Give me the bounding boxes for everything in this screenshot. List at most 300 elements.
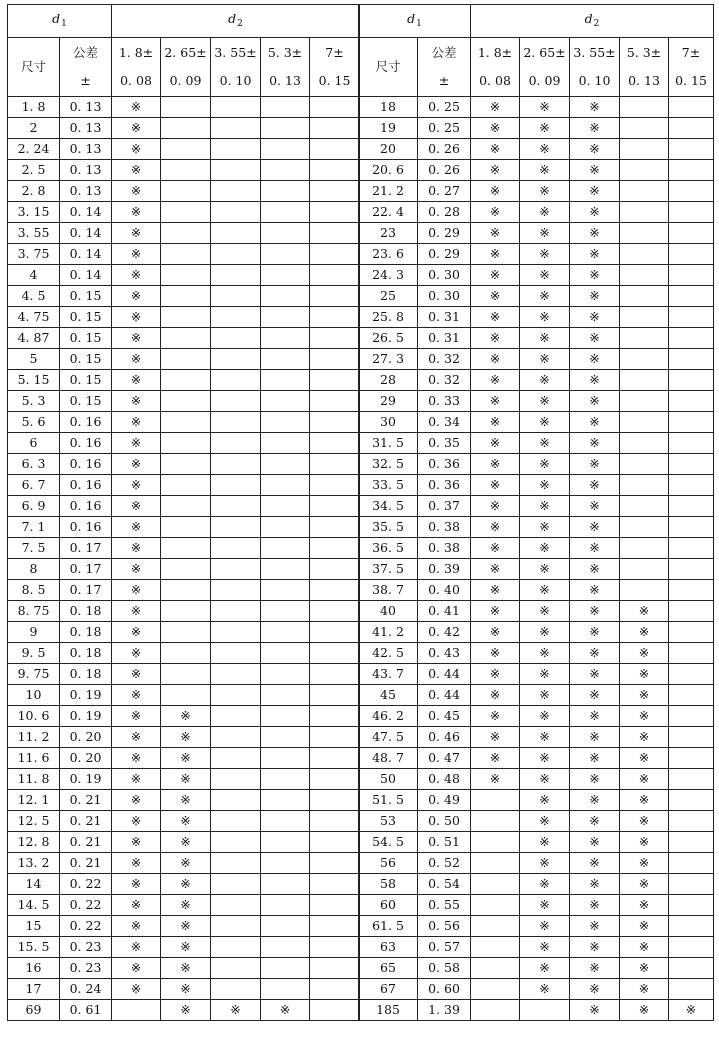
tolerance-cell: 0. 16: [60, 412, 112, 433]
size-header: 尺寸: [359, 38, 418, 97]
size-cell: 12. 1: [8, 790, 60, 811]
empty-cell: [669, 370, 714, 391]
table-left-half: [7, 4, 360, 1021]
table-row: [8, 706, 360, 727]
availability-mark: ※: [520, 139, 570, 160]
empty-cell: [669, 160, 714, 181]
empty-cell: [620, 97, 669, 118]
tolerance-cell: 0. 21: [60, 832, 112, 853]
table-row: [8, 685, 360, 706]
empty-cell: [669, 706, 714, 727]
empty-cell: [310, 538, 360, 559]
empty-cell: [211, 307, 261, 328]
empty-cell: [310, 664, 360, 685]
tolerance-cell: 0. 15: [60, 328, 112, 349]
size-cell: 3. 75: [8, 244, 60, 265]
availability-mark: ※: [161, 1000, 211, 1021]
empty-cell: [669, 97, 714, 118]
empty-cell: [471, 874, 520, 895]
table-row: [8, 769, 360, 790]
availability-mark: ※: [161, 979, 211, 1000]
table-row: [8, 496, 360, 517]
availability-mark: ※: [112, 895, 161, 916]
d2-col-header: 3. 55± 0. 10: [211, 38, 261, 97]
empty-cell: [310, 685, 360, 706]
table-row: [359, 811, 714, 832]
empty-cell: [211, 328, 261, 349]
size-cell: 6. 7: [8, 475, 60, 496]
size-cell: 3. 15: [8, 202, 60, 223]
size-cell: 9: [8, 622, 60, 643]
empty-cell: [161, 412, 211, 433]
empty-cell: [669, 349, 714, 370]
tolerance-cell: 0. 38: [418, 517, 471, 538]
availability-mark: ※: [620, 727, 669, 748]
availability-mark: ※: [520, 727, 570, 748]
availability-mark: ※: [620, 1000, 669, 1021]
size-cell: 11. 6: [8, 748, 60, 769]
size-cell: 2. 5: [8, 160, 60, 181]
empty-cell: [620, 160, 669, 181]
empty-cell: [261, 475, 310, 496]
availability-mark: ※: [112, 223, 161, 244]
availability-mark: ※: [520, 979, 570, 1000]
availability-mark: ※: [112, 916, 161, 937]
availability-mark: ※: [112, 517, 161, 538]
empty-cell: [261, 496, 310, 517]
tolerance-cell: 0. 42: [418, 622, 471, 643]
availability-mark: ※: [161, 853, 211, 874]
empty-cell: [310, 349, 360, 370]
size-cell: 4. 87: [8, 328, 60, 349]
tolerance-cell: 0. 17: [60, 538, 112, 559]
availability-mark: ※: [112, 727, 161, 748]
tolerance-cell: 0. 23: [60, 958, 112, 979]
d1-header: $d_1$: [359, 5, 471, 38]
empty-cell: [211, 97, 261, 118]
empty-cell: [620, 475, 669, 496]
empty-cell: [310, 244, 360, 265]
size-cell: 2: [8, 118, 60, 139]
empty-cell: [310, 979, 360, 1000]
empty-cell: [161, 454, 211, 475]
empty-cell: [261, 97, 310, 118]
table-row: [8, 874, 360, 895]
empty-cell: [620, 391, 669, 412]
empty-cell: [261, 937, 310, 958]
availability-mark: ※: [520, 643, 570, 664]
size-cell: 5. 15: [8, 370, 60, 391]
d2-col-header: 7± 0. 15: [669, 38, 714, 97]
availability-mark: ※: [520, 916, 570, 937]
empty-cell: [471, 895, 520, 916]
empty-cell: [211, 538, 261, 559]
tolerance-cell: 0. 58: [418, 958, 471, 979]
size-cell: 2. 8: [8, 181, 60, 202]
size-cell: 20. 6: [359, 160, 418, 181]
table-row: [359, 685, 714, 706]
availability-mark: ※: [620, 622, 669, 643]
empty-cell: [620, 370, 669, 391]
availability-mark: ※: [620, 685, 669, 706]
tolerance-cell: 0. 19: [60, 685, 112, 706]
empty-cell: [261, 139, 310, 160]
size-cell: 47. 5: [359, 727, 418, 748]
empty-cell: [211, 181, 261, 202]
empty-cell: [261, 895, 310, 916]
availability-mark: ※: [471, 454, 520, 475]
empty-cell: [161, 517, 211, 538]
tolerance-cell: 0. 33: [418, 391, 471, 412]
availability-mark: ※: [620, 790, 669, 811]
availability-mark: ※: [620, 832, 669, 853]
tolerance-cell: 0. 49: [418, 790, 471, 811]
empty-cell: [211, 790, 261, 811]
availability-mark: ※: [570, 643, 620, 664]
empty-cell: [669, 139, 714, 160]
availability-mark: ※: [471, 685, 520, 706]
tolerance-cell: 0. 51: [418, 832, 471, 853]
availability-mark: ※: [520, 118, 570, 139]
table-row: [359, 916, 714, 937]
table-row: [8, 181, 360, 202]
table-row: [359, 223, 714, 244]
tolerance-cell: 0. 36: [418, 454, 471, 475]
availability-mark: ※: [520, 685, 570, 706]
tolerance-cell: 0. 37: [418, 496, 471, 517]
empty-cell: [310, 370, 360, 391]
size-cell: 13. 2: [8, 853, 60, 874]
table-row: [8, 307, 360, 328]
tolerance-cell: 0. 29: [418, 244, 471, 265]
table-row: [359, 412, 714, 433]
empty-cell: [211, 475, 261, 496]
table-row: [359, 139, 714, 160]
availability-mark: ※: [471, 349, 520, 370]
empty-cell: [261, 958, 310, 979]
empty-cell: [161, 643, 211, 664]
availability-mark: ※: [570, 706, 620, 727]
empty-cell: [669, 937, 714, 958]
size-cell: 36. 5: [359, 538, 418, 559]
tolerance-cell: 0. 35: [418, 433, 471, 454]
tolerance-cell: 0. 16: [60, 454, 112, 475]
table-row: [359, 307, 714, 328]
empty-cell: [261, 433, 310, 454]
tolerance-cell: 0. 50: [418, 811, 471, 832]
availability-mark: ※: [471, 643, 520, 664]
availability-mark: ※: [570, 160, 620, 181]
table-row: [359, 874, 714, 895]
tolerance-cell: 0. 26: [418, 139, 471, 160]
empty-cell: [620, 580, 669, 601]
empty-cell: [161, 139, 211, 160]
size-cell: 17: [8, 979, 60, 1000]
empty-cell: [310, 118, 360, 139]
availability-mark: ※: [570, 1000, 620, 1021]
availability-mark: ※: [570, 181, 620, 202]
availability-mark: ※: [112, 412, 161, 433]
tolerance-cell: 0. 17: [60, 580, 112, 601]
tolerance-cell: 0. 13: [60, 139, 112, 160]
size-cell: 4: [8, 265, 60, 286]
empty-cell: [161, 265, 211, 286]
availability-mark: ※: [520, 433, 570, 454]
empty-cell: [669, 832, 714, 853]
size-cell: 5: [8, 349, 60, 370]
empty-cell: [161, 496, 211, 517]
availability-mark: ※: [520, 580, 570, 601]
availability-mark: ※: [570, 832, 620, 853]
size-cell: 30: [359, 412, 418, 433]
availability-mark: ※: [520, 559, 570, 580]
size-cell: 7. 1: [8, 517, 60, 538]
tolerance-cell: 0. 16: [60, 433, 112, 454]
d2-col-header: 1. 8± 0. 08: [112, 38, 161, 97]
empty-cell: [669, 811, 714, 832]
empty-cell: [310, 223, 360, 244]
size-cell: 12. 5: [8, 811, 60, 832]
availability-mark: ※: [570, 727, 620, 748]
size-cell: 45: [359, 685, 418, 706]
size-cell: 12. 8: [8, 832, 60, 853]
empty-cell: [211, 811, 261, 832]
size-cell: 2. 24: [8, 139, 60, 160]
empty-cell: [211, 286, 261, 307]
empty-cell: [161, 538, 211, 559]
empty-cell: [310, 496, 360, 517]
table-row: [359, 748, 714, 769]
empty-cell: [310, 1000, 360, 1021]
empty-cell: [261, 559, 310, 580]
availability-mark: ※: [112, 202, 161, 223]
empty-cell: [669, 307, 714, 328]
availability-mark: ※: [570, 685, 620, 706]
availability-mark: ※: [570, 328, 620, 349]
availability-mark: ※: [520, 265, 570, 286]
empty-cell: [211, 454, 261, 475]
empty-cell: [669, 979, 714, 1000]
empty-cell: [310, 307, 360, 328]
table-row: [359, 181, 714, 202]
size-cell: 32. 5: [359, 454, 418, 475]
empty-cell: [161, 202, 211, 223]
empty-cell: [161, 685, 211, 706]
d2-col-header: 5. 3± 0. 13: [261, 38, 310, 97]
tolerance-cell: 0. 19: [60, 706, 112, 727]
table-row: [8, 265, 360, 286]
availability-mark: ※: [112, 685, 161, 706]
availability-mark: ※: [211, 1000, 261, 1021]
empty-cell: [669, 517, 714, 538]
empty-cell: [211, 958, 261, 979]
tolerance-cell: 0. 19: [60, 769, 112, 790]
table-body-left: [8, 97, 360, 1021]
availability-mark: ※: [570, 874, 620, 895]
availability-mark: ※: [520, 832, 570, 853]
table-row: [359, 1000, 714, 1021]
availability-mark: ※: [112, 622, 161, 643]
availability-mark: ※: [520, 601, 570, 622]
availability-mark: ※: [520, 160, 570, 181]
availability-mark: ※: [112, 97, 161, 118]
availability-mark: ※: [570, 412, 620, 433]
size-cell: 51. 5: [359, 790, 418, 811]
tolerance-cell: 0. 16: [60, 475, 112, 496]
empty-cell: [620, 286, 669, 307]
availability-mark: ※: [620, 601, 669, 622]
tolerance-cell: 0. 57: [418, 937, 471, 958]
availability-mark: ※: [520, 286, 570, 307]
availability-mark: ※: [161, 811, 211, 832]
availability-mark: ※: [520, 370, 570, 391]
availability-mark: ※: [520, 307, 570, 328]
availability-mark: ※: [520, 958, 570, 979]
empty-cell: [261, 580, 310, 601]
availability-mark: ※: [570, 370, 620, 391]
availability-mark: ※: [620, 811, 669, 832]
empty-cell: [669, 286, 714, 307]
table-row: [8, 538, 360, 559]
size-cell: 58: [359, 874, 418, 895]
empty-cell: [669, 895, 714, 916]
availability-mark: ※: [112, 664, 161, 685]
size-cell: 10. 6: [8, 706, 60, 727]
empty-cell: [310, 748, 360, 769]
availability-mark: ※: [112, 580, 161, 601]
empty-cell: [211, 748, 261, 769]
table-row: [8, 664, 360, 685]
table-row: [8, 160, 360, 181]
empty-cell: [161, 181, 211, 202]
table-row: [8, 601, 360, 622]
availability-mark: ※: [471, 559, 520, 580]
tolerance-cell: 0. 20: [60, 727, 112, 748]
availability-mark: ※: [520, 97, 570, 118]
availability-mark: ※: [471, 769, 520, 790]
availability-mark: ※: [112, 349, 161, 370]
availability-mark: ※: [161, 958, 211, 979]
empty-cell: [620, 223, 669, 244]
empty-cell: [261, 370, 310, 391]
availability-mark: ※: [112, 874, 161, 895]
availability-mark: ※: [471, 181, 520, 202]
availability-mark: ※: [570, 853, 620, 874]
empty-cell: [669, 874, 714, 895]
availability-mark: ※: [620, 769, 669, 790]
tolerance-cell: 0. 26: [418, 160, 471, 181]
tolerance-cell: 0. 24: [60, 979, 112, 1000]
empty-cell: [211, 265, 261, 286]
availability-mark: ※: [570, 433, 620, 454]
availability-mark: ※: [112, 433, 161, 454]
tolerance-cell: 0. 21: [60, 790, 112, 811]
tolerance-cell: 0. 39: [418, 559, 471, 580]
tolerance-cell: 0. 21: [60, 853, 112, 874]
availability-mark: ※: [520, 496, 570, 517]
availability-mark: ※: [161, 874, 211, 895]
empty-cell: [211, 643, 261, 664]
size-cell: 3. 55: [8, 223, 60, 244]
table-row: [8, 832, 360, 853]
tolerance-cell: 0. 14: [60, 202, 112, 223]
table-row: [359, 538, 714, 559]
table-row: [8, 328, 360, 349]
tolerance-cell: 0. 40: [418, 580, 471, 601]
availability-mark: ※: [620, 895, 669, 916]
table-row: [359, 832, 714, 853]
size-cell: 23. 6: [359, 244, 418, 265]
empty-cell: [620, 265, 669, 286]
d2-header: $d_2$: [471, 5, 714, 38]
tolerance-cell: 0. 22: [60, 874, 112, 895]
availability-mark: ※: [520, 538, 570, 559]
availability-mark: ※: [570, 937, 620, 958]
empty-cell: [211, 496, 261, 517]
d1-header: $d_1$: [8, 5, 112, 38]
empty-cell: [669, 958, 714, 979]
d2-col-header: 5. 3± 0. 13: [620, 38, 669, 97]
availability-mark: ※: [471, 328, 520, 349]
tolerance-cell: 1. 39: [418, 1000, 471, 1021]
availability-mark: ※: [520, 475, 570, 496]
availability-mark: ※: [471, 538, 520, 559]
table-row: [359, 643, 714, 664]
table-row: [8, 937, 360, 958]
availability-mark: ※: [112, 139, 161, 160]
availability-mark: ※: [570, 139, 620, 160]
availability-mark: ※: [112, 286, 161, 307]
tolerance-cell: 0. 46: [418, 727, 471, 748]
empty-cell: [310, 958, 360, 979]
empty-cell: [310, 601, 360, 622]
availability-mark: ※: [112, 454, 161, 475]
table-row: [8, 223, 360, 244]
tolerance-cell: 0. 23: [60, 937, 112, 958]
empty-cell: [261, 349, 310, 370]
availability-mark: ※: [570, 559, 620, 580]
table-row: [8, 958, 360, 979]
empty-cell: [161, 559, 211, 580]
empty-cell: [310, 853, 360, 874]
tolerance-cell: 0. 30: [418, 265, 471, 286]
empty-cell: [261, 244, 310, 265]
empty-cell: [669, 538, 714, 559]
empty-cell: [620, 307, 669, 328]
empty-cell: [310, 559, 360, 580]
availability-mark: ※: [471, 601, 520, 622]
tolerance-cell: 0. 28: [418, 202, 471, 223]
size-cell: 67: [359, 979, 418, 1000]
empty-cell: [261, 391, 310, 412]
availability-mark: ※: [112, 643, 161, 664]
availability-mark: ※: [161, 790, 211, 811]
table-row: [8, 811, 360, 832]
availability-mark: ※: [112, 706, 161, 727]
availability-mark: ※: [471, 475, 520, 496]
d2-col-header: 7± 0. 15: [310, 38, 360, 97]
availability-mark: ※: [570, 958, 620, 979]
size-cell: 50: [359, 769, 418, 790]
size-cell: 19: [359, 118, 418, 139]
availability-mark: ※: [112, 853, 161, 874]
empty-cell: [261, 328, 310, 349]
tolerance-cell: 0. 32: [418, 370, 471, 391]
availability-mark: ※: [570, 349, 620, 370]
tolerance-cell: 0. 27: [418, 181, 471, 202]
empty-cell: [310, 97, 360, 118]
availability-mark: ※: [471, 139, 520, 160]
